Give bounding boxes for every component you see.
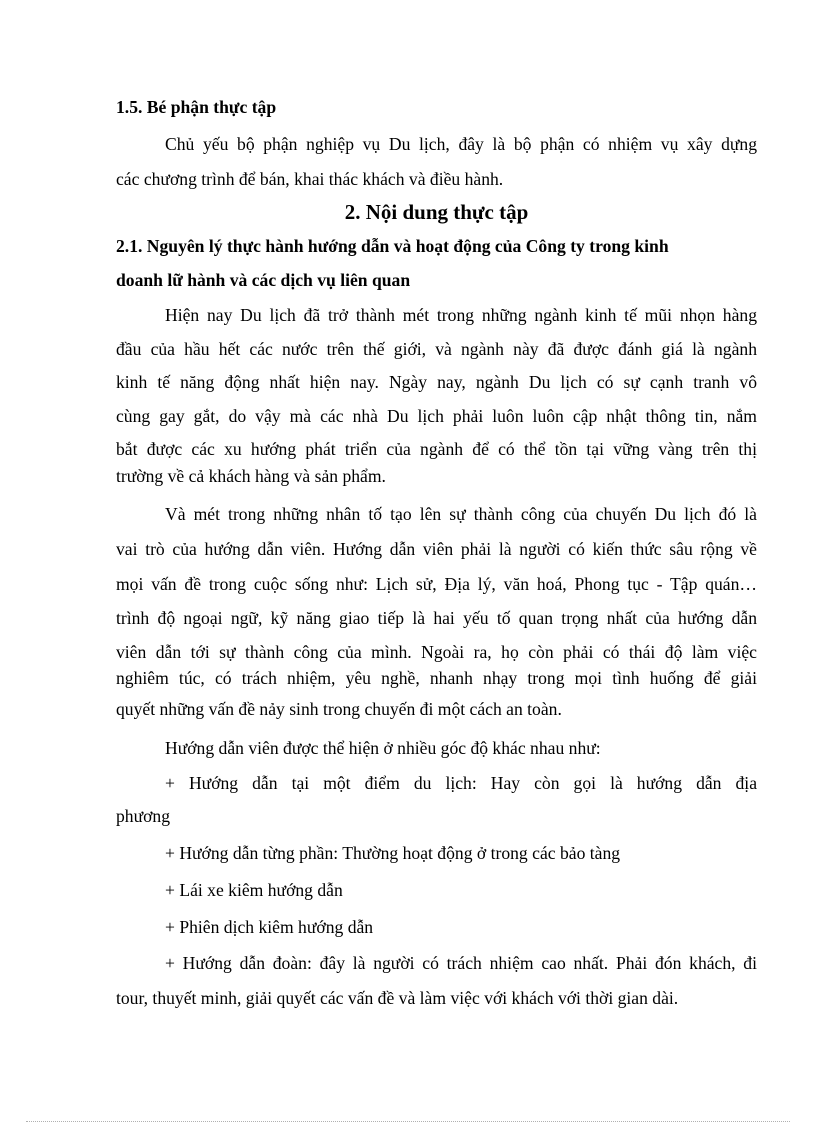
paragraph-line: nghiêm túc, có trách nhiệm, yêu nghề, nhanh nhạy trong mọi tình huống để giải xyxy=(116,668,757,688)
list-item: + Hướng dẫn đoàn: đây là người có trách nhiệm cao nhất. Phải đón khách, đi xyxy=(165,953,757,973)
section-1-5-heading: 1.5. Bé phận thực tập xyxy=(116,97,277,117)
paragraph-line: trường về cả khách hàng và sản phẩm. xyxy=(116,466,386,486)
paragraph-line: vai trò của hướng dẫn viên. Hướng dẫn viên phải là người có kiến thức sâu rộng về xyxy=(116,539,757,559)
paragraph-line: bắt được các xu hướng phát triển của ngành để có thể tồn tại vững vàng trên thị xyxy=(116,439,757,459)
list-item: + Hướng dẫn tại một điểm du lịch: Hay còn gọi là hướng dẫn địa xyxy=(165,773,757,793)
paragraph-line: kinh tế năng động nhất hiện nay. Ngày nay, ngành Du lịch có sự cạnh tranh vô xyxy=(116,372,757,392)
section-2-1-heading-line: doanh lữ hành và các dịch vụ liên quan xyxy=(116,270,411,290)
paragraph-line: Chủ yếu bộ phận nghiệp vụ Du lịch, đây là bộ phận có nhiệm vụ xây dựng xyxy=(165,134,757,154)
page-bottom-dotted-rule xyxy=(26,1121,790,1122)
section-2-1-heading-line: 2.1. Nguyên lý thực hành hướng dẫn và hoạt động của Công ty trong kinh xyxy=(116,236,669,256)
paragraph-line: đầu của hầu hết các nước trên thế giới, và ngành này đã được đánh giá là ngành xyxy=(116,339,757,359)
list-item: + Lái xe kiêm hướng dẫn xyxy=(165,880,343,900)
paragraph-line: các chương trình để bán, khai thác khách và điều hành. xyxy=(116,169,504,189)
list-item-continuation: tour, thuyết minh, giải quyết các vấn đề và làm việc với khách với thời gian dài. xyxy=(116,988,679,1008)
paragraph-line: cùng gay gắt, do vậy mà các nhà Du lịch phải luôn luôn cập nhật thông tin, nắm xyxy=(116,406,757,426)
paragraph-line: mọi vấn đề trong cuộc sống như: Lịch sử, Địa lý, văn hoá, Phong tục - Tập quán… xyxy=(116,574,757,594)
paragraph-line: Hướng dẫn viên được thể hiện ở nhiều góc độ khác nhau như: xyxy=(165,738,601,758)
paragraph-line: trình độ ngoại ngữ, kỹ năng giao tiếp là hai yếu tố quan trọng nhất của hướng dẫn xyxy=(116,608,757,628)
list-item-continuation: phương xyxy=(116,806,171,826)
section-2-title: 2. Nội dung thực tập xyxy=(344,200,529,224)
list-item: + Hướng dẫn từng phần: Thường hoạt động ở trong các bảo tàng xyxy=(165,843,621,863)
paragraph-line: quyết những vấn đề nảy sinh trong chuyến đi một cách an toàn. xyxy=(116,699,562,719)
list-item: + Phiên dịch kiêm hướng dẫn xyxy=(165,917,374,937)
paragraph-line: Và mét trong những nhân tố tạo lên sự thành công của chuyến Du lịch đó là xyxy=(165,504,757,524)
paragraph-line: viên dẫn tới sự thành công của mình. Ngoài ra, họ còn phải có thái độ làm việc xyxy=(116,642,757,662)
paragraph-line: Hiện nay Du lịch đã trở thành mét trong những ngành kinh tế mũi nhọn hàng xyxy=(165,305,757,325)
